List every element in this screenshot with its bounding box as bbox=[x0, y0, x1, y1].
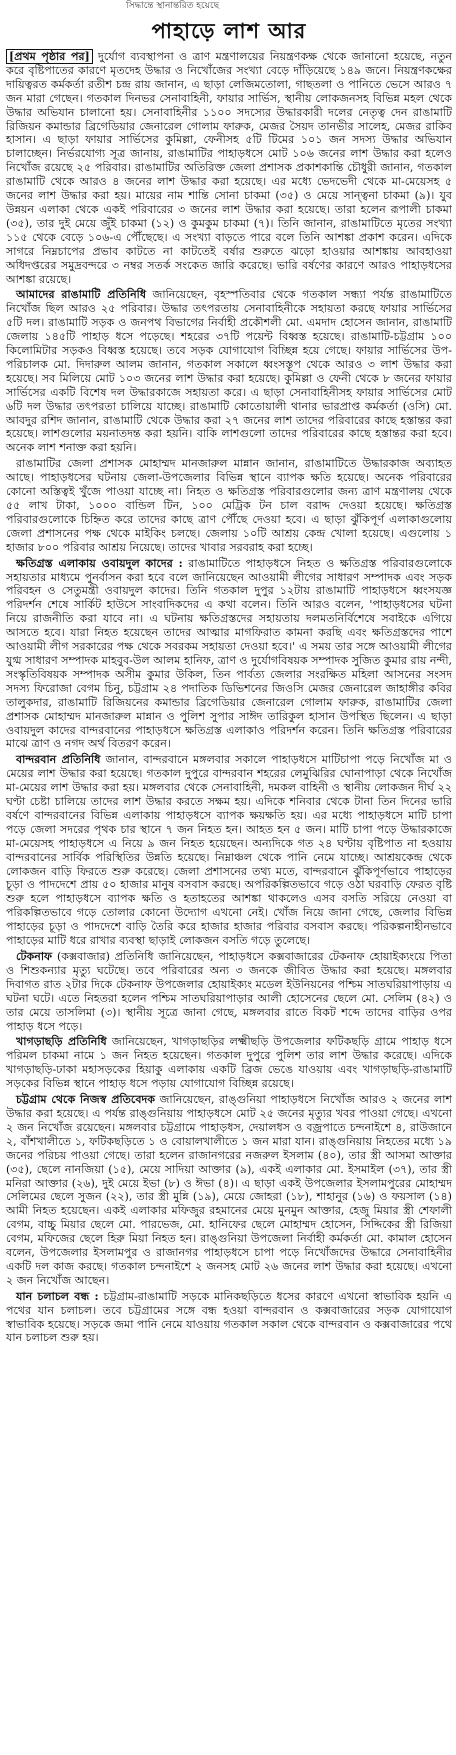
article-paragraph bbox=[6, 1035, 452, 1091]
paragraph-text: জানিয়েছেন, রাঙ্গুনিয়া পাহাড়ধসে নিখোঁজ আরও ২ জনের লাশ উদ্ধার করা হয়েছে। এ পর্যন্ত রাঙ্গুনিয়ায় পাহাড়ধসে মোট ২৫ জনের মৃত্যুর খবর পাওয়া গেছে। এখনো ২ জন নিখোঁজ রয়েছেন। মঙ্গলবার চট্টগ্রামে পাহাড়ধস, দেয়ালধস ও বজ্রপাতে চন্দনাইশে ৪, রাউজানে ২, বাঁশখালীতে ১, ফটিকছড়িতে ১ ও বোয়ালখালীতে ১ জন মারা যান। রাঙ্গুনিয়ায় নিহতের মধ্যে ১৯ জনের পরিচয় পাওয়া গেছে। তারা হলেন রাজানগরের নজরুল ইসলাম (৪০), তার স্ত্রী আসমা আক্তার (৩৫), ছেলে নানজিয়া (১৫), মেয়ে সাদিয়া আক্তার (৯), একই এলাকার মো. ইসমাইল (৩৭), তার স্ত্রী মনিরা আক্তার (২৬), দুই মেয়ে ইভা (৮) ও ঈভা (৪)। এ ছাড়া একই উপজেলার ইসলামপুরের মোহাম্মদ সেলিমের ছেলে সুজন (২২), তার স্ত্রী মুন্নি (১৯), মেয়ে জোহরা (১৮), শাহানুর (১৬) ও ফয়সাল (১৪) আমী নিহত হয়েছেন। একই এলাকার মফিজুর রহমানের মেয়ে মুনমুন আক্তার, হেজু মিয়ার স্ত্রী শেফালী বেগম, বাচ্চু মিয়ার ছেলে মো. পারভেজ, মো. হানিফের ছেলে মোহাম্মদ হোসেন, সিদ্দিকের স্ত্রী রিজিয়া বেগম, মফিজের ছেলে হিরু মিয়া নিহত হন। রাঙ্গুনিয়া উপজেলা নির্বাহী কর্মকর্তা মো. কামাল হোসেন বলেন, উপজেলার ইসলামপুর ও রাজানগর পাহাড়ধসে চাপা পড়ে নিখোঁজদের উদ্ধারে সেনাবাহিনীর একটি দল কাজ করছে। গতকাল চন্দনাইশে ২ জনসহ মোট ২৬ জনের লাশ উদ্ধার করা হয়েছে। এখনো ২ জন নিখোঁজ আছেন। bbox=[6, 1093, 452, 1287]
article-paragraph bbox=[6, 753, 452, 948]
article-paragraph bbox=[6, 288, 452, 455]
paragraph-lead: যান চলাচল বন্ধ : bbox=[16, 1289, 99, 1303]
article-paragraph bbox=[6, 457, 452, 554]
paragraph-lead: আমাদের রাঙামাটি প্রতিনিধি bbox=[16, 288, 147, 302]
paragraph-lead: ক্ষতিগ্রস্ত এলাকায় ওবায়দুল কাদের : bbox=[16, 556, 183, 570]
previous-article-strip: সিদ্ধান্তে স্থানান্তরিত হয়েছে bbox=[126, 1, 220, 11]
paragraph-text: রাঙামাটির জেলা প্রশাসক মোহাম্মদ মানজারুল মান্নান জানান, রাঙামাটিতে উদ্ধারকাজ অব্যাহত আছে। পাহাড়ধসের ঘটনায় জেলা-উপজেলার বিভিন্ন স্থানে ব্যাপক ক্ষতি হয়েছে। অনেক পরিবারের কোনো অস্তিত্বই খুঁজে পাওয়া যাচ্ছে না। নিহত ও ক্ষতিগ্রস্ত পরিবারগুলোর জন্য ত্রাণ মন্ত্রণালয় থেকে ৫৫ লাখ টাকা, ১০০০ বান্ডিল টিন, ১০০ মেট্রিক টন চাল বরাদ্দ দেওয়া হয়েছে। ক্ষতিগ্রস্ত পরিবারগুলোকে চিহ্নিত করে তাদের কাছে ত্রাণ পৌঁছে দেওয়া হবে। এ ছাড়া ঝুঁকিপূর্ণ এলাকাগুলোয় জেলা প্রশাসনের পক্ষ থেকে মাইকিং চলছে। জেলায় ১০টি আশ্রয় কেন্দ্র খোলা হয়েছে। এগুলোয় ১ হাজার ৮০০ পরিবার আশ্রয় নিয়েছে। তাদের খাবার সরবরাহ করা হচ্ছে। bbox=[6, 457, 452, 554]
paragraph-text: জানান, বান্দরবানে মঙ্গলবার সকালে পাহাড়ধসে মাটিচাপা পড়ে নিখোঁজ মা ও মেয়ের লাশ উদ্ধার করা হয়েছে। গতকাল দুপুরে বান্দরবান শহরের লেমুঝিরির ঘোনাপাড়া থেকে নিখোঁজ মা-মেয়ের লাশ উদ্ধার করা হয়। মঙ্গলবার থেকে সেনাবাহিনী, দমকল বাহিনী ও স্থানীয় লোকজন দীর্ঘ ২২ ঘণ্টা চেষ্টা চালিয়ে তাদের লাশ উদ্ধার করতে সক্ষম হয়। এদিকে শনিবার থেকে টানা তিন দিনের ভারি বর্ষণে বান্দরবানের বিভিন্ন এলাকায় পাহাড়ধসে ব্যাপক ক্ষয়ক্ষতি হয়। এর মধ্যে পাহাড়ধসে মাটি চাপা পড়ে জেলা সদরের পৃথক চার স্থানে ৭ জন নিহত হন। আহত হন ৫ জন। মাটি চাপা পড়ে উদ্ধারকাজে মা-মেয়েসহ পাহাড়ধসে এ নিয়ে ৯ জন নিহত হয়েছেন। অন্যদিকে গত ২৪ ঘণ্টায় বৃষ্টিপাত না হওয়ায় বান্দরবানের সার্বিক পরিস্থিতির উন্নতি হয়েছে। নিম্নাঞ্চল থেকে পানি নেমে যাচ্ছে। আশ্রয়কেন্দ্র থেকে লোকজন বাড়ি ফিরতে শুরু করেছে। জেলা প্রশাসনের তথ্য মতে, বান্দরবানে ঝুঁকিপূর্ণভাবে পাহাড়ের চূড়া ও পাদদেশে প্রায় ৫০ হাজার মানুষ বসবাস করছে। অপরিকল্পিতভাবে গড়ে ওঠা ঘরবাড়ি ফেরত বৃষ্টি শুরু হলে পাহাড়ধসে ব্যাপক ক্ষতি ও হতাহতের আশঙ্কা থাকলেও এসব বসতি সরিয়ে নেওয়া বা পরিকল্পিতভাবে গড়ে তোলার কোনো উদ্যোগ এখনো নেই। খোঁজ নিয়ে জানা গেছে, জেলার বিভিন্ন পাহাড়ের চূড়া ও পাদদেশে বাড়ি তৈরি করে হাজার হাজার পরিবার বসবাস করছে। পরিকল্পনাহীনভাবে পাহাড়ের মাটি ধরে রাখার ব্যবস্থা ছাড়াই লোকজন বসতি গড়ে তুলেছে। bbox=[6, 753, 452, 948]
article-body bbox=[6, 50, 452, 1345]
article-paragraph bbox=[6, 1093, 452, 1288]
paragraph-text: জানিয়েছেন, খাগড়াছড়ির লক্ষ্মীছড়ি উপজেলার ফটিকছড়ি গ্রামে পাহাড় ধসে পরিমল চাকমা নামে ১ জন নিহত হয়েছেন। গতকাল দুপুরে পুলিশ তার লাশ উদ্ধার করেছে। এদিকে খাগড়াছড়ি-ঢাকা মহাসড়কের হিয়াকু এলাকায় একটি ব্রিজ ভেঙে যাওয়ায় এবং খাগড়াছড়ি-রাঙামাটি সড়কের বিভিন্ন স্থানে পাহাড় ধসে পড়ায় যোগাযোগ বিচ্ছিন্ন রয়েছে। bbox=[6, 1035, 452, 1091]
paragraph-lead: চট্টগ্রাম থেকে নিজস্ব প্রতিবেদক bbox=[16, 1093, 156, 1107]
paragraph-text: জানিয়েছেন, বৃহস্পতিবার থেকে গতকাল সন্ধ্যা পর্যন্ত রাঙামাটিতে নিখোঁজ ছিল আরও ২৫ পরিবার। উদ্ধার তৎপরতায় সেনাবাহিনীকে সহায়তা করছে ফায়ার সার্ভিসের ৫টি দল। রাঙামাটি সড়ক ও জনপথ বিভাগের নির্বাহী প্রকৌশলী মো. এমদাদ হোসেন জানান, রাঙামাটি জেলায় ১৪৫টি পাহাড় ধসে পড়েছে। শহরের ৩৭টি পয়েন্ট বিধ্বস্ত হয়েছে। রাঙামাটি-চট্টগ্রাম ১০০ কিলোমিটার সড়কও বিধ্বস্ত হয়েছে। তবে সড়ক যোগাযোগ বিচ্ছিন্ন হয়ে গেছে। ফায়ার সার্ভিসের উপ-পরিচালক মো. দিদারুল আলম জানান, গতকাল সকালে ধ্বংসস্তূপ থেকে আরও ৩ লাশ উদ্ধার করা হয়েছে। সব মিলিয়ে মোট ১০৩ জনের লাশ উদ্ধার করা হয়েছে। কুমিল্লা ও ফেনী থেকে ৮ জনের ফায়ার সার্ভিসের একটি বিশেষ দল উদ্ধারকাজে সহায়তা করে। এ ছাড়া সেনাবাহিনীসহ ফায়ার সার্ভিসের মোট ৬টি দল উদ্ধার তৎপরতা চালিয়ে যাচ্ছে। রাঙামাটি কোতোয়ালী থানার ভারপ্রাপ্ত কর্মকর্তা (ওসি) মো. আবদুর রশিদ জানান, রাঙামাটি থেকে উদ্ধার করা ২৭ জনের লাশ তাদের পরিবারের কাছে হস্তান্তর করা হয়েছে। লাশগুলোর ময়নাতদন্ত করা হয়নি। বাকি লাশগুলো তাদের পরিবারের কাছে হস্তান্তর করা হবে। অনেক লাশ শনাক্ত করা হয়নি। bbox=[6, 288, 453, 455]
paragraph-lead: টেকনাফ bbox=[16, 950, 53, 963]
paragraph-lead: খাগড়াছড়ি প্রতিনিধি bbox=[16, 1035, 107, 1049]
paragraph-lead: [প্রথম পৃষ্ঠার পর] bbox=[6, 49, 93, 64]
paragraph-text: দুর্যোগ ব্যবস্থাপনা ও ত্রাণ মন্ত্রণালয়ের নিয়ন্ত্রণকক্ষ থেকে জানানো হয়েছে, নতুন করে বৃষ্টিপাতের কারণে মৃতদেহ উদ্ধার ও নিখোঁজের সংখ্যা বেড়ে দাঁড়িয়েছে ১৪৯ জনে। নিয়ন্ত্রণকক্ষের দায়িত্বরত কর্মকর্তা রতীশ চন্দ্র রায় জানান, এ ছাড়া লেজিমতোলা, গাছতলা ও পানিতে ভেসে আরও ৭ জন মারা গেছেন। গতকাল দিনভর সেনাবাহিনী, ফায়ার সার্ভিস, স্থানীয় লোকজনসহ বিভিন্ন মহল থেকে উদ্ধার অভিযান চালানো হয়। সেনাবাহিনীর ১১০০ সদস্যের উদ্ধারকারী দলের নেতৃত্ব দেন রাঙামাটি রিজিয়ন কমান্ডার ব্রিগেডিয়ার জেনারেল গোলাম ফারুক, মেজর সৈয়দ তানভীর সালেহ, মেজর রাকিব হাসান। এ ছাড়া ফায়ার সার্ভিসের কুমিল্লা, ফেনীসহ ৫টি টিমের ১০১ জন সদস্য উদ্ধার অভিযান চালাচ্ছেন। নির্ভরযোগ্য সূত্র জানায়, রাঙামাটির পাহাড়ধসে মোট ১০৬ জনের লাশ উদ্ধার করা হলেও নিখোঁজ রয়েছে ২৫ পরিবার। রাঙামাটির অতিরিক্ত জেলা প্রশাসক প্রকাশকান্তি চৌধুরী জানান, গতকাল রাঙামাটি থেকে আরও ৪ জনের লাশ উদ্ধার করা হয়েছে। এর মধ্যে ভেদভেদী থেকে মা-মেয়েসহ ৫ জনের লাশ উদ্ধার করা হয়। মায়ের নাম শান্তি সোনা চাকমা (৩৫) ও মেয়ে সান্ত্বনা চাকমা (৯)। যুব উন্নয়ন এলাকা থেকে একই পরিবারের ৩ জনের লাশ উদ্ধার করা হয়েছে। তারা হলেন রূপালী চাকমা (৩৫), তার দুই মেয়ে জুঁই চাকমা (১২) ও কুমকুম চাকমা (৭)। তিনি জানান, রাঙামাটিতে মৃতের সংখ্যা ১১৫ থেকে বেড়ে ১০৬-এ পৌঁছেছে। এ সংখ্যা বাড়তে পারে বলে তিনি আশঙ্কা প্রকাশ করেন। এদিকে সাগরে নিম্নচাপের প্রভাব কাটতে না কাটতেই বর্ষার শুরুতে ঝড়ো হাওয়ার আশঙ্কায় আবহাওয়া অধিদপ্তরের সমুদ্রবন্দরে ৩ নম্বর সতর্ক সংকেত জারি করেছে। ভারি বর্ষণের কারণে আরও পাহাড়ধসের আশঙ্কা রয়েছে। bbox=[6, 50, 453, 286]
headline: পাহাড়ে লাশ আর bbox=[151, 18, 307, 43]
article-paragraph bbox=[6, 1290, 452, 1346]
paragraph-lead: বান্দরবান প্রতিনিধি bbox=[16, 753, 101, 767]
article-paragraph bbox=[6, 950, 452, 1033]
article-paragraph bbox=[6, 50, 452, 286]
paragraph-text: চট্টগ্রাম-রাঙামাটি সড়কে মানিকছড়িতে ধসের কারণে এখনো স্বাভাবিক হয়নি এ পথের যান চলাচল। তবে চট্টগ্রামের সঙ্গে বন্ধ হওয়া বান্দরবান ও কক্সবাজারের সড়ক যোগাযোগ স্বাভাবিক হয়েছে। সড়কে জমা পানি নেমে যাওয়ায় গতকাল সকাল থেকে বান্দরবান ও কক্সবাজারের পথে যান চলাচল শুরু হয়। bbox=[6, 1289, 453, 1345]
article-paragraph bbox=[6, 557, 452, 752]
paragraph-text: রাঙামাটিতে পাহাড়ধসে নিহত ও ক্ষতিগ্রস্ত পরিবারগুলোকে সহায়তার মাধ্যমে পুনর্বাসন করা হবে বলে জানিয়েছেন আওয়ামী লীগের সাধারণ সম্পাদক এবং সড়ক পরিবহন ও সেতুমন্ত্রী ওবায়দুল কাদের। তিনি গতকাল দুপুর ১২টায় রাঙামাটি পাহাড়ধসে ধ্বংসযজ্ঞ পরিদর্শন শেষে সার্কিট হাউসে সাংবাদিকদের এ কথা বলেন। তিনি আরও বলেন, 'পাহাড়ধসের ঘটনা নিয়ে রাজনীতি করা যাবে না। এ ঘটনায় ক্ষতিগ্রস্তদের সহায়তায় দলমতনির্বিশেষে সবাইকে এগিয়ে আসতে হবে। যারা নিহত হয়েছেন তাদের আত্মার মাগফিরাত কামনা করছি এবং ক্ষতিগ্রস্তদের পাশে আওয়ামী লীগ সরকারের পক্ষ থেকে সবরকম সহায়তা দেওয়া হবে।' এ সময় তার সঙ্গে আওয়ামী লীগের যুগ্ম সাধারণ সম্পাদক মাহবুব-উল আলম হানিফ, ত্রাণ ও দুর্যোগবিষয়ক সম্পাদক সুজিত কুমার রায় নন্দী, সংস্কৃতিবিষয়ক সম্পাদক অসীম কুমার উকিল, তিন পার্বত্য জেলার সংরক্ষিত মহিলা আসনের সংসদ সদস্য ফিরোজা বেগম চিনু, চট্টগ্রাম ২৪ পদাতিক ডিভিশনের জিওসি মেজর জেনারেল জাহাঙ্গীর কবির তালুকদার, রাঙামাটি রিজিয়নের কমান্ডার ব্রিগেডিয়ার জেনারেল গোলাম ফারুক, রাঙামাটির জেলা প্রশাসক মোহাম্মদ মানজারুল মান্নান ও পুলিশ সুপার সাঈদ তারিকুল হাসান উপস্থিত ছিলেন। এ ছাড়া ওবায়দুল কাদের বান্দরবানের পাহাড়ধসে ক্ষতিগ্রস্ত এলাকাও পরিদর্শন করেন। তিনি ক্ষতিগ্রস্ত পরিবারের মাঝে ত্রাণ ও নগদ অর্থ বিতরণ করেন। bbox=[6, 556, 452, 751]
paragraph-text: (কক্সবাজার) প্রতিনিধি জানিয়েছেন, পাহাড়ধসে কক্সবাজারের টেকনাফ হোয়াইক্যংয়ে পিতা ও শিশুকন্যার মৃত্যু ঘটেছে। তবে পরিবারের অন্য ৩ জনকে জীবিত উদ্ধার করা হয়েছে। মঙ্গলবার দিবাগত রাত ২টার দিকে টেকনাফ উপজেলার হোয়াইক্যং মডেল ইউনিয়নের পশ্চিম সাতঘরিয়াপাড়ায় এ ঘটনা ঘটে। এতে নিহতরা হলেন পশ্চিম সাতঘরিয়াপাড়ার আলী হোসেনের ছেলে মো. সেলিম (৪২) ও তার মেয়ে তাসলিমা (৩)। স্থানীয় সূত্রে জানা গেছে, মঙ্গলবার রাতে বিকট শব্দে তাদের বাড়ির ওপর পাহাড় ধসে পড়ে। bbox=[6, 950, 452, 1033]
